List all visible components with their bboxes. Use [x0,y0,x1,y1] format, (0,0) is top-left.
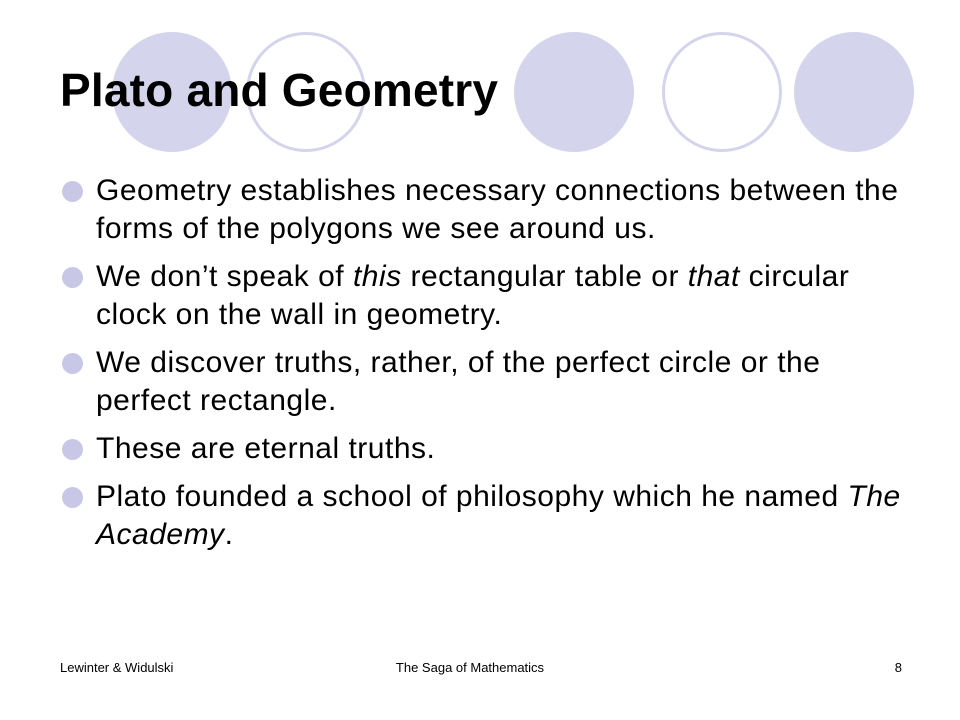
slide-title: Plato and Geometry [60,64,499,116]
bullet-text [96,260,849,331]
decorative-circle-4 [662,32,782,152]
bullet-text-italic: The Academy [96,480,901,551]
bullet-dot-icon [62,487,83,508]
bullet-item [60,344,920,420]
bullet-text-run: rectangular table or [401,260,688,293]
bullet-text-run: We don’t speak of [96,260,353,293]
bullet-text-run: Plato founded a school of philosophy which he named [96,480,848,513]
bullet-dot-icon [62,181,83,202]
footer-authors: Lewinter & Widulski [60,660,174,675]
bullet-text-run: These are eternal truths. [96,432,436,465]
bullet-text-run: . [224,518,234,551]
bullet-text [96,346,820,417]
bullet-dot-icon [62,439,83,460]
bullet-item [60,478,920,554]
bullet-text-italic: that [687,260,740,293]
decorative-circle-5 [794,32,914,152]
bullet-text [96,480,901,551]
bullet-list [60,172,920,564]
bullet-text-italic: this [352,260,402,293]
slide-number: 8 [894,660,902,675]
bullet-text-run: We discover truths, rather, of the perfect circle or the perfect rectangle. [96,346,821,417]
footer-title: The Saga of Mathematics [395,660,545,675]
bullet-dot-icon [62,267,83,288]
bullet-text [96,174,898,245]
bullet-item [60,172,920,248]
bullet-text-run: circular clock on the wall in geometry. [96,260,850,331]
bullet-item [60,430,920,468]
bullet-item [60,258,920,334]
decorative-circle-3 [514,32,634,152]
bullet-dot-icon [62,353,83,374]
bullet-text-run: Geometry establishes necessary connections between the forms of the polygons we see around us. [96,174,899,245]
bullet-text [96,432,435,465]
